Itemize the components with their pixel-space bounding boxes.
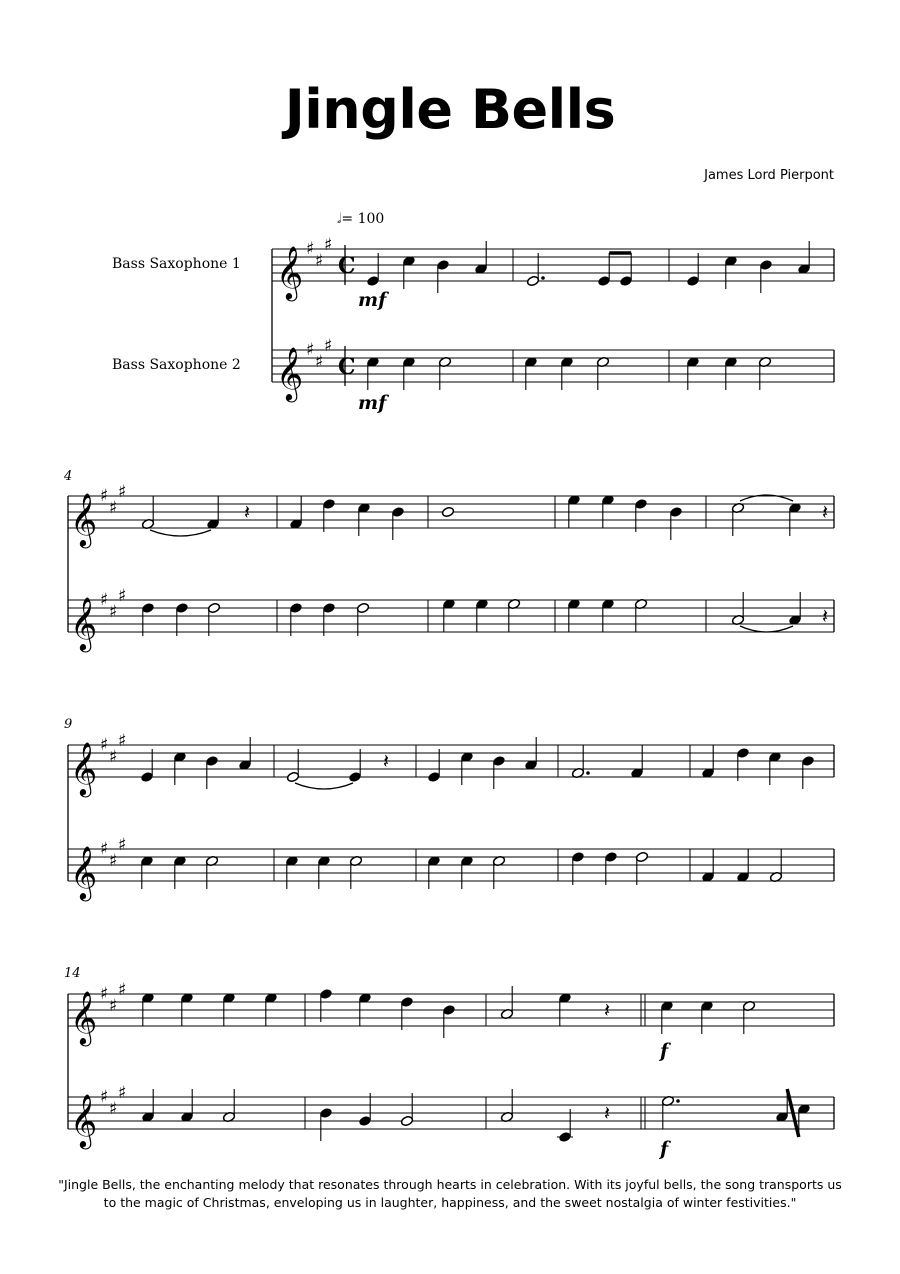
sharp-icon: ♯ [306,239,315,259]
sharp-icon: ♯ [118,482,127,502]
sharp-icon: ♯ [118,731,127,751]
treble-clef-icon: 𝄞 [70,845,98,899]
sharp-icon: ♯ [118,586,127,606]
sharp-icon: ♯ [109,851,118,871]
caption: "Jingle Bells, the enchanting melody that resonates through hearts in celebration. With its joyful bells, the song transports us to the magic of Christmas, enveloping us in laughter, happiness, and the sweet nostalgia of winter festivities." [58,1177,842,1210]
quarter-rest-icon: 𝄽 [604,1101,611,1125]
half-note-icon: 𝅗𝅥 [337,211,342,227]
dynamic-mf: mf [358,289,387,311]
measure-number: 4 [64,469,73,484]
dot [541,276,545,280]
cut-time-icon: C [338,354,356,380]
tempo-value: = 100 [341,211,385,227]
quarter-rest-icon: 𝄽 [822,500,829,524]
sharp-icon: ♯ [100,839,109,859]
sharp-icon: ♯ [109,602,118,622]
composer: James Lord Pierpont [704,168,834,183]
cut-time-icon: C [338,253,356,279]
sharp-icon: ♯ [100,1087,109,1107]
sharp-icon: ♯ [100,590,109,610]
treble-clef-icon: 𝄞 [70,1093,98,1147]
measure-number: 14 [64,966,81,981]
tie [740,626,793,632]
quarter-rest-icon: 𝄽 [604,998,611,1022]
quarter-rest-icon: 𝄽 [822,604,829,628]
sharp-icon: ♯ [324,235,333,255]
treble-clef-icon: 𝄞 [276,245,304,299]
treble-clef-icon: 𝄞 [70,492,98,546]
sharp-icon: ♯ [118,1083,127,1103]
treble-clef-icon: 𝄞 [70,596,98,650]
sharp-icon: ♯ [100,486,109,506]
instrument-label-1: Bass Saxophone 1 [112,256,241,272]
sharp-icon: ♯ [100,984,109,1004]
treble-clef-icon: 𝄞 [70,990,98,1044]
sharp-icon: ♯ [109,498,118,518]
sharp-icon: ♯ [315,352,324,372]
tie [150,530,211,536]
quarter-rest-icon: 𝄽 [244,500,251,524]
sharp-icon: ♯ [306,340,315,360]
treble-clef-icon: 𝄞 [70,741,98,795]
measure-number: 9 [64,717,73,732]
score-title: Jingle Bells [284,78,616,141]
dot [586,771,590,775]
sharp-icon: ♯ [100,735,109,755]
note-head [441,506,454,517]
dynamic-f: f [660,1138,669,1160]
dynamic-f: f [660,1040,669,1062]
sharp-icon: ♯ [118,980,127,1000]
sharp-icon: ♯ [315,251,324,271]
instrument-label-2: Bass Saxophone 2 [112,357,241,373]
sharp-icon: ♯ [109,1099,118,1119]
treble-clef-icon: 𝄞 [276,346,304,400]
sharp-icon: ♯ [324,336,333,356]
sharp-icon: ♯ [118,835,127,855]
sharp-icon: ♯ [109,996,118,1016]
quarter-rest-icon: 𝄽 [383,749,390,773]
dynamic-mf: mf [358,392,387,414]
dot [676,1099,680,1103]
sharp-icon: ♯ [109,747,118,767]
tie [295,783,353,789]
